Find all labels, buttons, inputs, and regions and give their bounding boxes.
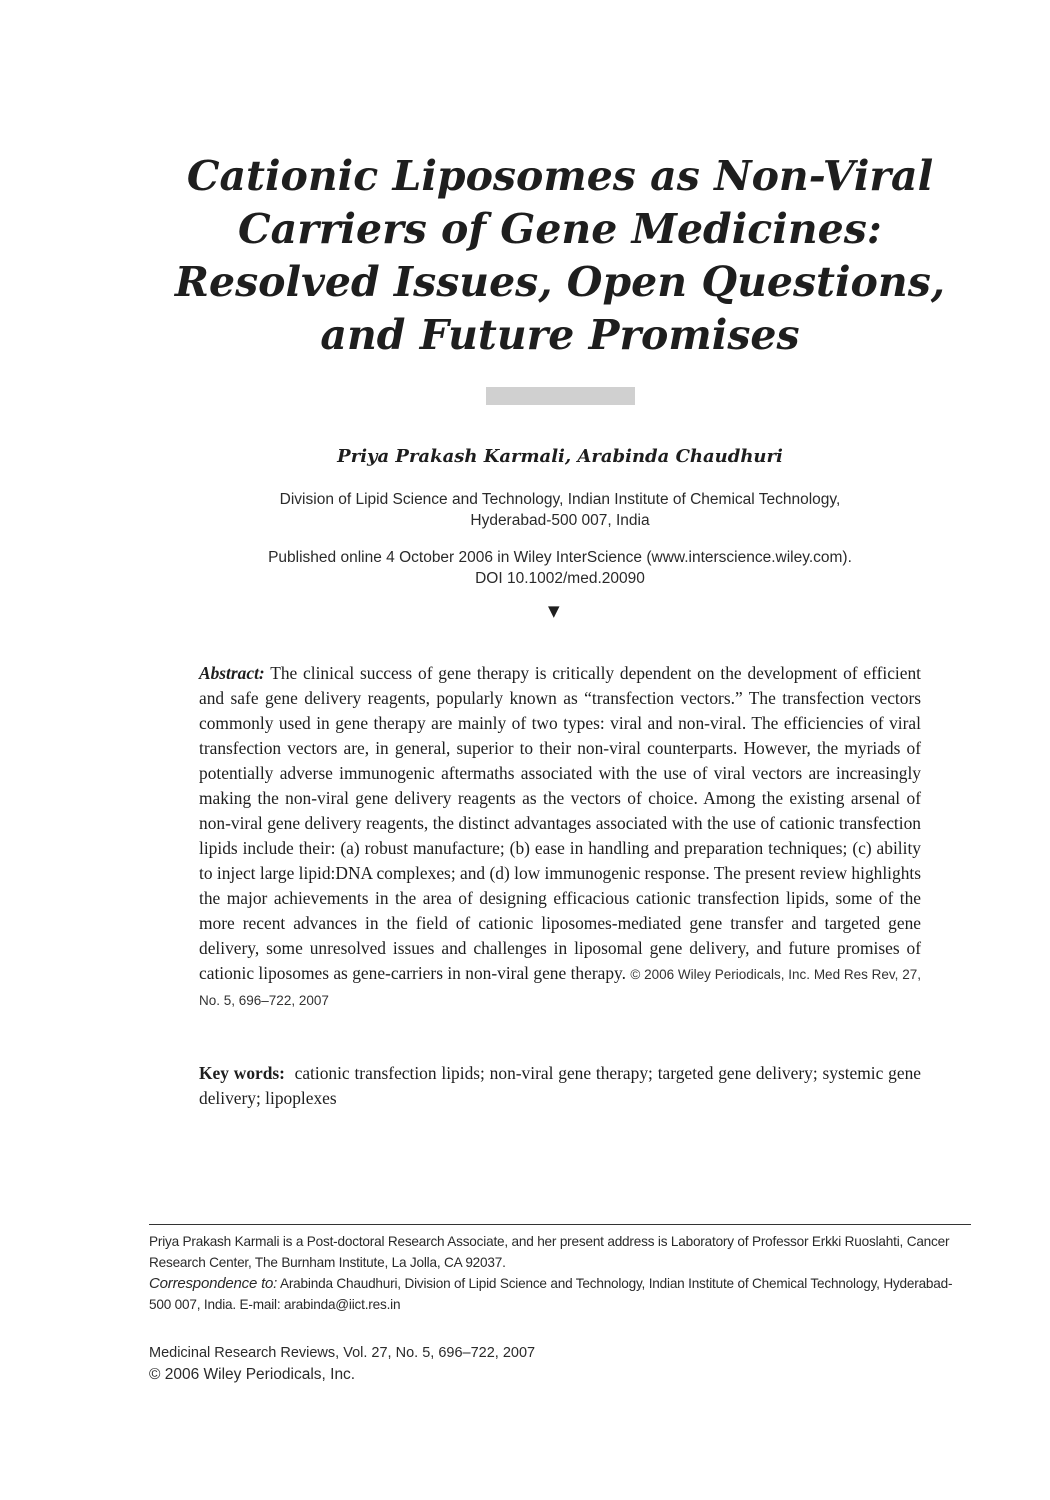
abstract-copyright: © 2006 Wiley Periodicals, Inc. Med Res Rev, 27, No. 5, 696–722, 2007 xyxy=(199,967,921,1008)
publication-line: Published online 4 October 2006 in Wiley InterScience (www.interscience.wiley.com). xyxy=(268,549,852,566)
triangle-down-icon: ▼ xyxy=(548,602,560,620)
abstract xyxy=(199,661,921,1013)
title-line: Carriers of Gene Medicines: xyxy=(238,205,882,253)
title-line: and Future Promises xyxy=(320,311,800,359)
publication-info xyxy=(150,547,970,589)
abstract-label: Abstract: xyxy=(199,663,265,683)
paper-title xyxy=(150,150,970,362)
keywords xyxy=(199,1061,921,1111)
affiliation xyxy=(150,489,970,531)
footnote-rule xyxy=(149,1224,971,1225)
correspondence-label: Correspondence to: xyxy=(149,1275,278,1292)
author-list: Priya Prakash Karmali, Arabinda Chaudhuri xyxy=(337,446,783,467)
journal-info xyxy=(149,1343,749,1385)
footnotes xyxy=(149,1231,971,1315)
journal-citation: Medicinal Research Reviews, Vol. 27, No. 5, 696–722, 2007 xyxy=(149,1345,536,1361)
title-line: Resolved Issues, Open Questions, xyxy=(174,258,946,306)
affiliation-line: Division of Lipid Science and Technology, Indian Institute of Chemical Technology, xyxy=(279,491,841,508)
journal-copyright: © 2006 Wiley Periodicals, Inc. xyxy=(149,1366,356,1383)
abstract-text: The clinical success of gene therapy is critically dependent on the development of efficient and safe gene delivery reagents, popularly known as “transfection vectors.” The transfection vectors commonly used in gene therapy are mainly of two types: viral and non-viral. The efficiencies of viral transfection vectors are, in general, superior to their non-viral counterparts. However, the myriads of potentially adverse immunogenic aftermaths associated with the use of viral vectors are increasingly making the non-viral gene delivery reagents as the vectors of choice. Among the existing arsenal of non-viral gene delivery reagents, the distinct advantages associated with the use of cationic transfection lipids include their: (a) robust manufacture; (b) ease in handling and preparation techniques; (c) ability to inject large lipid:DNA complexes; and (d) low immunogenic response. The present review highlights the major achievements in the area of designing efficacious cationic transfection lipids, some of the more recent advances in the field of cationic liposomes-mediated gene transfer and targeted gene delivery, some unresolved issues and challenges in liposomal gene delivery, and future promises of cationic liposomes as gene-carriers in non-viral gene therapy. xyxy=(199,663,921,983)
author-note: Priya Prakash Karmali is a Post-doctoral Research Associate, and her present address is Laboratory of Professor Erkki Ruoslahti, Cancer Research Center, The Burnham Institute, La Jolla, CA 92037. xyxy=(149,1234,950,1270)
correspondence xyxy=(149,1273,971,1315)
keywords-text: cationic transfection lipids; non-viral gene therapy; targeted gene delivery; systemic gene delivery; lipoplexes xyxy=(199,1063,921,1108)
affiliation-line: Hyderabad-500 007, India xyxy=(470,512,650,529)
keywords-label: Key words: xyxy=(199,1063,285,1083)
correspondence-text: Arabinda Chaudhuri, Division of Lipid Science and Technology, Indian Institute of Chemical Technology, Hyderabad-500 007, India. E-mail: arabinda@iict.res.in xyxy=(149,1276,953,1312)
title-divider-bar xyxy=(486,387,635,405)
title-line: Cationic Liposomes as Non-Viral xyxy=(186,152,934,200)
doi-line: DOI 10.1002/med.20090 xyxy=(475,570,645,587)
